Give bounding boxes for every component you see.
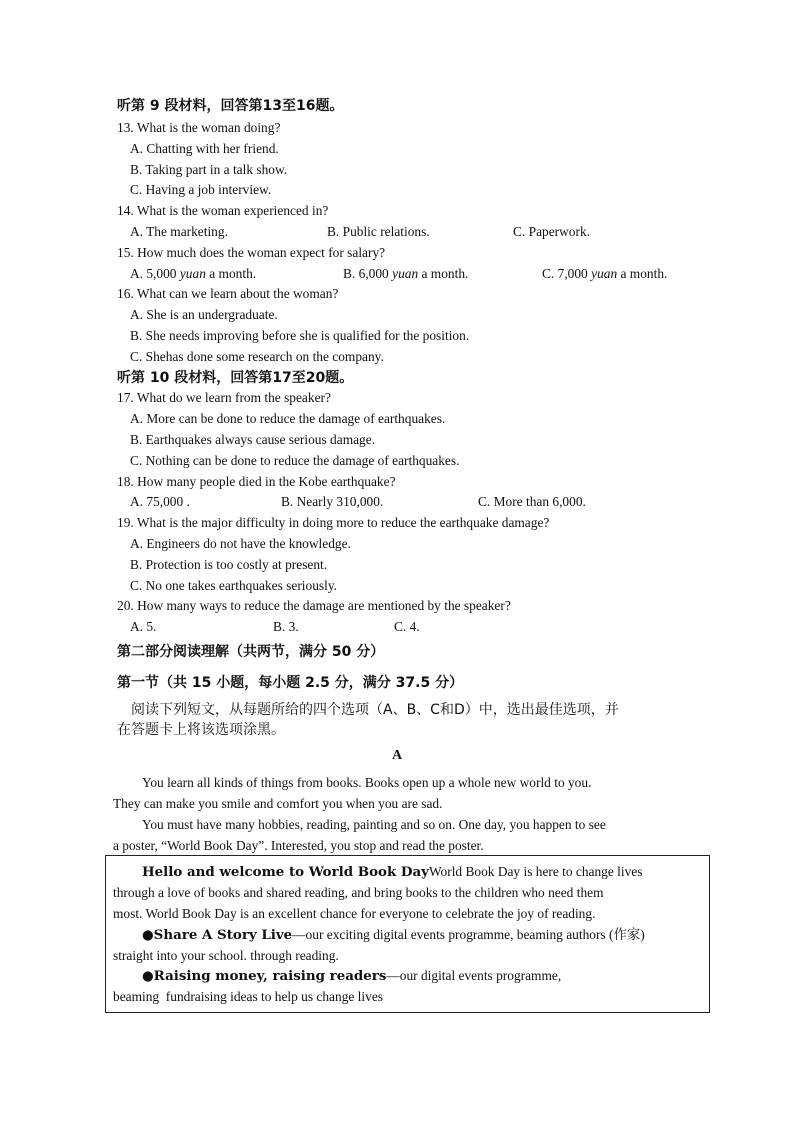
poster-bullet-2-line-2: beaming fundraising ideas to help us change lives bbox=[113, 989, 383, 1004]
poster-line-1-rest: World Book Day is here to change lives bbox=[428, 864, 643, 879]
q13-option-a: A. Chatting with her friend. bbox=[130, 141, 279, 156]
q16-stem: 16. What can we learn about the woman? bbox=[117, 286, 339, 301]
instruction-line-1: 阅读下列短文，从每题所给的四个选项（A、B、C和D）中，选出最佳选项，并 bbox=[131, 702, 619, 718]
q18-stem: 18. How many people died in the Kobe earthquake? bbox=[117, 474, 396, 489]
para2-line-2: a poster, “World Book Day”. Interested, you stop and read the poster. bbox=[113, 838, 484, 853]
poster-line-2: through a love of books and shared reading, and bring books to the children who need them bbox=[113, 885, 604, 900]
q15-option-a bbox=[130, 264, 256, 284]
poster-line-1 bbox=[142, 862, 642, 882]
q15-option-b bbox=[343, 264, 468, 284]
q18-option-c: C. More than 6,000. bbox=[478, 494, 586, 509]
q15-b-suffix: a month. bbox=[421, 266, 469, 281]
poster-bullet-1-line-2: straight into your school. through reading. bbox=[113, 948, 339, 963]
instruction-line-2: 在答题卡上将该选项涂黑。 bbox=[117, 722, 285, 738]
q20-option-c: C. 4. bbox=[394, 619, 420, 634]
q17-option-b: B. Earthquakes always cause serious damage. bbox=[130, 432, 376, 447]
q20-option-b: B. 3. bbox=[273, 619, 299, 634]
q15-c-amount: C. 7,000 bbox=[542, 266, 588, 281]
q20-stem: 20. How many ways to reduce the damage are mentioned by the speaker? bbox=[117, 598, 511, 613]
q15-b-unit: yuan bbox=[392, 266, 419, 281]
q19-option-c: C. No one takes earthquakes seriously. bbox=[130, 578, 338, 593]
q18-option-b: B. Nearly 310,000. bbox=[281, 494, 384, 509]
q17-stem: 17. What do we learn from the speaker? bbox=[117, 390, 331, 405]
q14-option-a: A. The marketing. bbox=[130, 224, 228, 239]
section9-header: 听第 9 段材料，回答第13至16题。 bbox=[117, 98, 344, 114]
q19-option-b: B. Protection is too costly at present. bbox=[130, 557, 328, 572]
section10-header: 听第 10 段材料，回答第17至20题。 bbox=[117, 370, 354, 386]
q15-c-suffix: a month. bbox=[620, 266, 668, 281]
para1-line-2: They can make you smile and comfort you when you are sad. bbox=[113, 796, 443, 811]
q15-c-unit: yuan bbox=[591, 266, 618, 281]
para2-line-1: You must have many hobbies, reading, painting and so on. One day, you happen to see bbox=[142, 817, 606, 832]
poster-bullet-2-rest: —our digital events programme, bbox=[386, 968, 562, 983]
q19-stem: 19. What is the major difficulty in doing more to reduce the earthquake damage? bbox=[117, 515, 550, 530]
q16-option-c: C. Shehas done some research on the company. bbox=[130, 349, 384, 364]
q19-option-a: A. Engineers do not have the knowledge. bbox=[130, 536, 351, 551]
q20-option-a: A. 5. bbox=[130, 619, 157, 634]
q15-a-suffix: a month. bbox=[209, 266, 257, 281]
q16-option-b: B. She needs improving before she is qualified for the position. bbox=[130, 328, 470, 343]
q15-b-amount: B. 6,000 bbox=[343, 266, 389, 281]
poster-bullet-2 bbox=[142, 966, 561, 986]
q18-option-a: A. 75,000 . bbox=[130, 494, 190, 509]
q13-stem: 13. What is the woman doing? bbox=[117, 120, 281, 135]
q15-a-unit: yuan bbox=[179, 266, 206, 281]
q14-option-b: B. Public relations. bbox=[327, 224, 430, 239]
poster-heading: Hello and welcome to World Book Day bbox=[142, 864, 429, 880]
q16-option-a: A. She is an undergraduate. bbox=[130, 307, 278, 322]
poster-bullet-1-rest: —our exciting digital events programme, beaming authors (作家) bbox=[292, 927, 645, 942]
poster-line-3: most. World Book Day is an excellent chance for everyone to celebrate the joy of reading. bbox=[113, 906, 596, 921]
poster-bullet-2-title: ●Raising money, raising readers bbox=[142, 968, 387, 984]
q17-option-c: C. Nothing can be done to reduce the damage of earthquakes. bbox=[130, 453, 460, 468]
q14-stem: 14. What is the woman experienced in? bbox=[117, 203, 329, 218]
q15-stem: 15. How much does the woman expect for salary? bbox=[117, 245, 386, 260]
q17-option-a: A. More can be done to reduce the damage of earthquakes. bbox=[130, 411, 446, 426]
q13-option-b: B. Taking part in a talk show. bbox=[130, 162, 288, 177]
q14-option-c: C. Paperwork. bbox=[513, 224, 590, 239]
part2-title: 第二部分阅读理解（共两节，满分 50 分） bbox=[117, 644, 385, 660]
q13-option-c: C. Having a job interview. bbox=[130, 182, 272, 197]
passage-label: A bbox=[391, 748, 403, 763]
q15-a-amount: A. 5,000 bbox=[130, 266, 177, 281]
section1-title: 第一节（共 15 小题，每小题 2.5 分，满分 37.5 分） bbox=[117, 675, 464, 691]
poster-bullet-1-title: ●Share A Story Live bbox=[142, 927, 293, 943]
q15-option-c bbox=[542, 264, 667, 284]
para1-line-1: You learn all kinds of things from books. Books open up a whole new world to you. bbox=[142, 775, 592, 790]
poster-bullet-1 bbox=[142, 925, 645, 945]
